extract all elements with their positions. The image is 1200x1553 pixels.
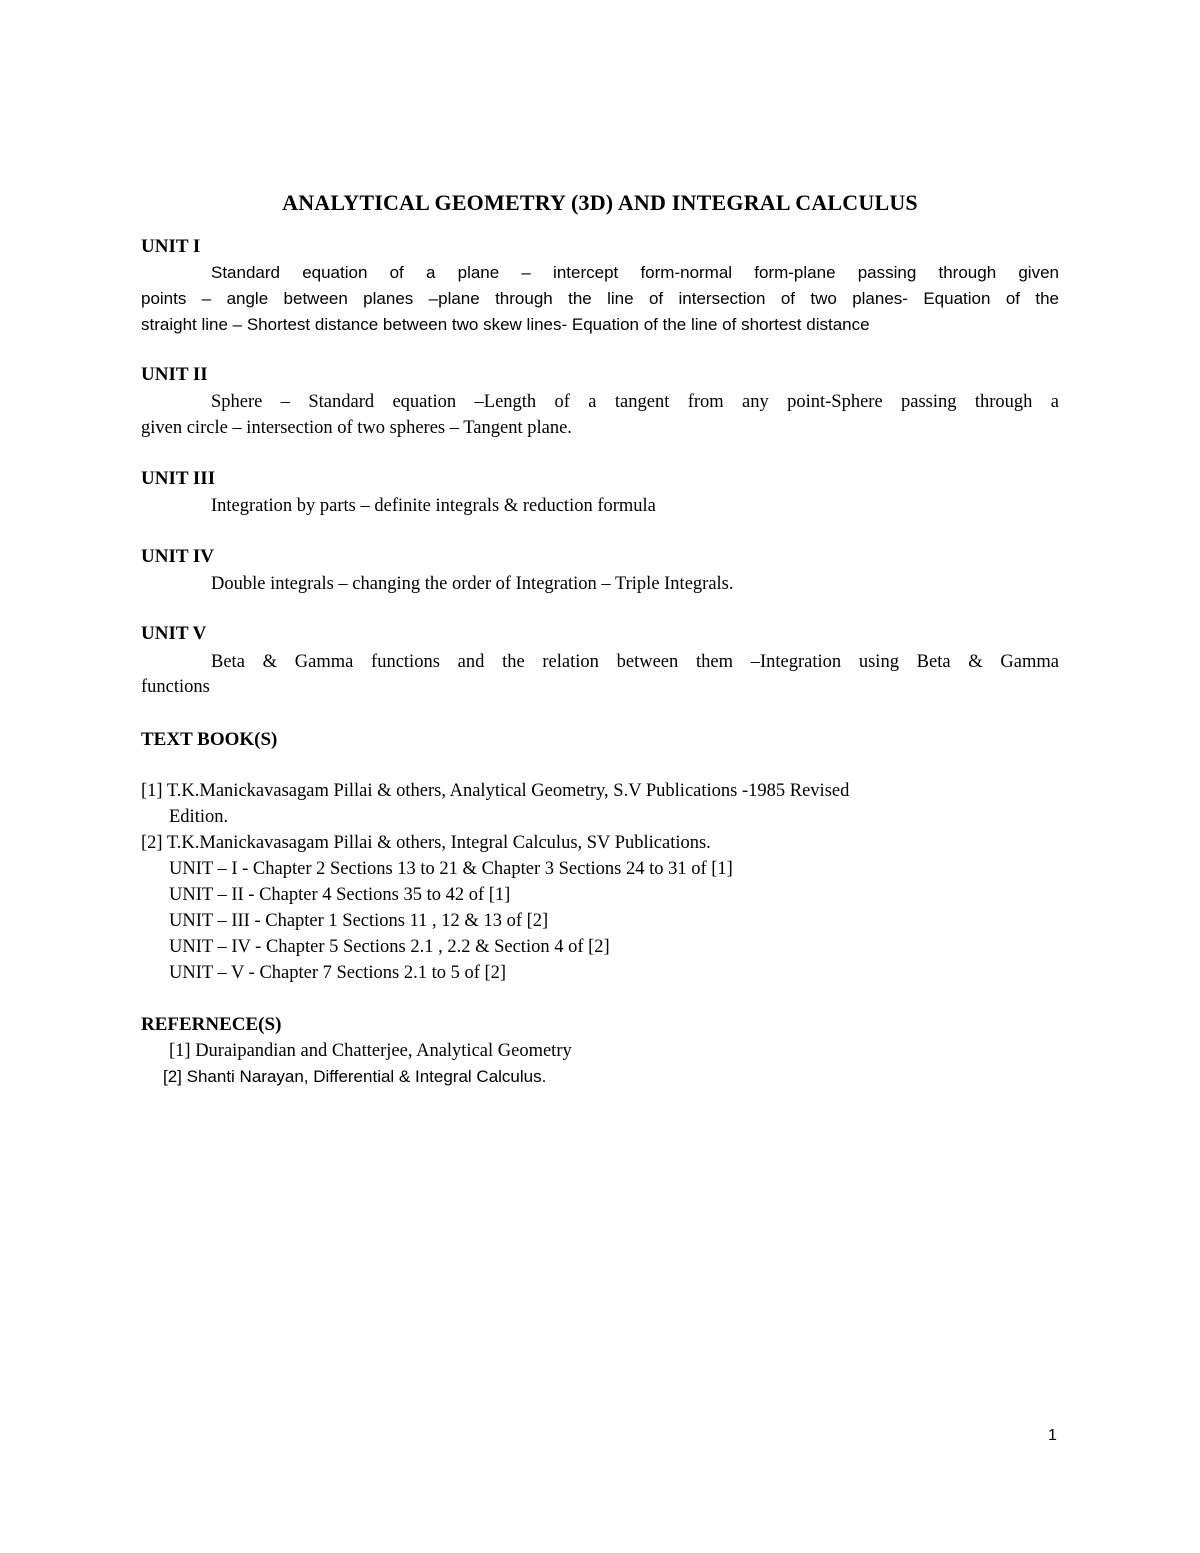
unit-1-line-2: points – angle between planes –plane through the line of intersection of two planes- Equation of the: [141, 289, 1059, 308]
document-title: ANALYTICAL GEOMETRY (3D) AND INTEGRAL CALCULUS: [282, 190, 918, 215]
unit-2-line-2: given circle – intersection of two spheres – Tangent plane.: [141, 418, 572, 438]
textbook-1-line-1: [1] T.K.Manickavasagam Pillai & others, Analytical Geometry, S.V Publications -1985 Revised: [141, 781, 850, 801]
references-heading: REFERNECE(S): [141, 1014, 282, 1035]
unit-2-heading: UNIT II: [141, 364, 208, 385]
textbooks-heading: TEXT BOOK(S): [141, 729, 278, 750]
unit-1-line-1: Standard equation of a plane – intercept form-normal form-plane passing through given: [211, 263, 1059, 282]
unit-4-heading: UNIT IV: [141, 546, 215, 567]
reference-2: [2] Shanti Narayan, Differential & Integral Calculus.: [163, 1067, 547, 1086]
textbook-mapping-unit-5: UNIT – V - Chapter 7 Sections 2.1 to 5 of [2]: [169, 963, 507, 983]
unit-5-heading: UNIT V: [141, 623, 207, 644]
unit-4-line-1: Double integrals – changing the order of Integration – Triple Integrals.: [211, 574, 734, 594]
unit-1-line-3: straight line – Shortest distance between two skew lines- Equation of the line of shortest distance: [141, 315, 870, 334]
unit-5-line-1: Beta & Gamma functions and the relation between them –Integration using Beta & Gamma: [211, 652, 1059, 672]
reference-1: [1] Duraipandian and Chatterjee, Analytical Geometry: [169, 1041, 572, 1061]
page-number: 1: [1048, 1427, 1057, 1444]
textbook-2-line: [2] T.K.Manickavasagam Pillai & others, Integral Calculus, SV Publications.: [141, 833, 711, 853]
textbook-1-line-2: Edition.: [169, 807, 229, 827]
unit-5-line-2: functions: [141, 677, 210, 697]
unit-2-line-1: Sphere – Standard equation –Length of a tangent from any point-Sphere passing through a: [211, 392, 1059, 412]
unit-3-heading: UNIT III: [141, 468, 216, 489]
textbook-mapping-unit-3: UNIT – III - Chapter 1 Sections 11 , 12 & 13 of [2]: [169, 911, 549, 931]
textbook-mapping-unit-1: UNIT – I - Chapter 2 Sections 13 to 21 & Chapter 3 Sections 24 to 31 of [1]: [169, 859, 733, 879]
unit-3-line-1: Integration by parts – definite integrals & reduction formula: [211, 496, 656, 516]
textbook-mapping-unit-4: UNIT – IV - Chapter 5 Sections 2.1 , 2.2 & Section 4 of [2]: [169, 937, 610, 957]
unit-1-heading: UNIT I: [141, 236, 201, 257]
textbook-mapping-unit-2: UNIT – II - Chapter 4 Sections 35 to 42 of [1]: [169, 885, 511, 905]
